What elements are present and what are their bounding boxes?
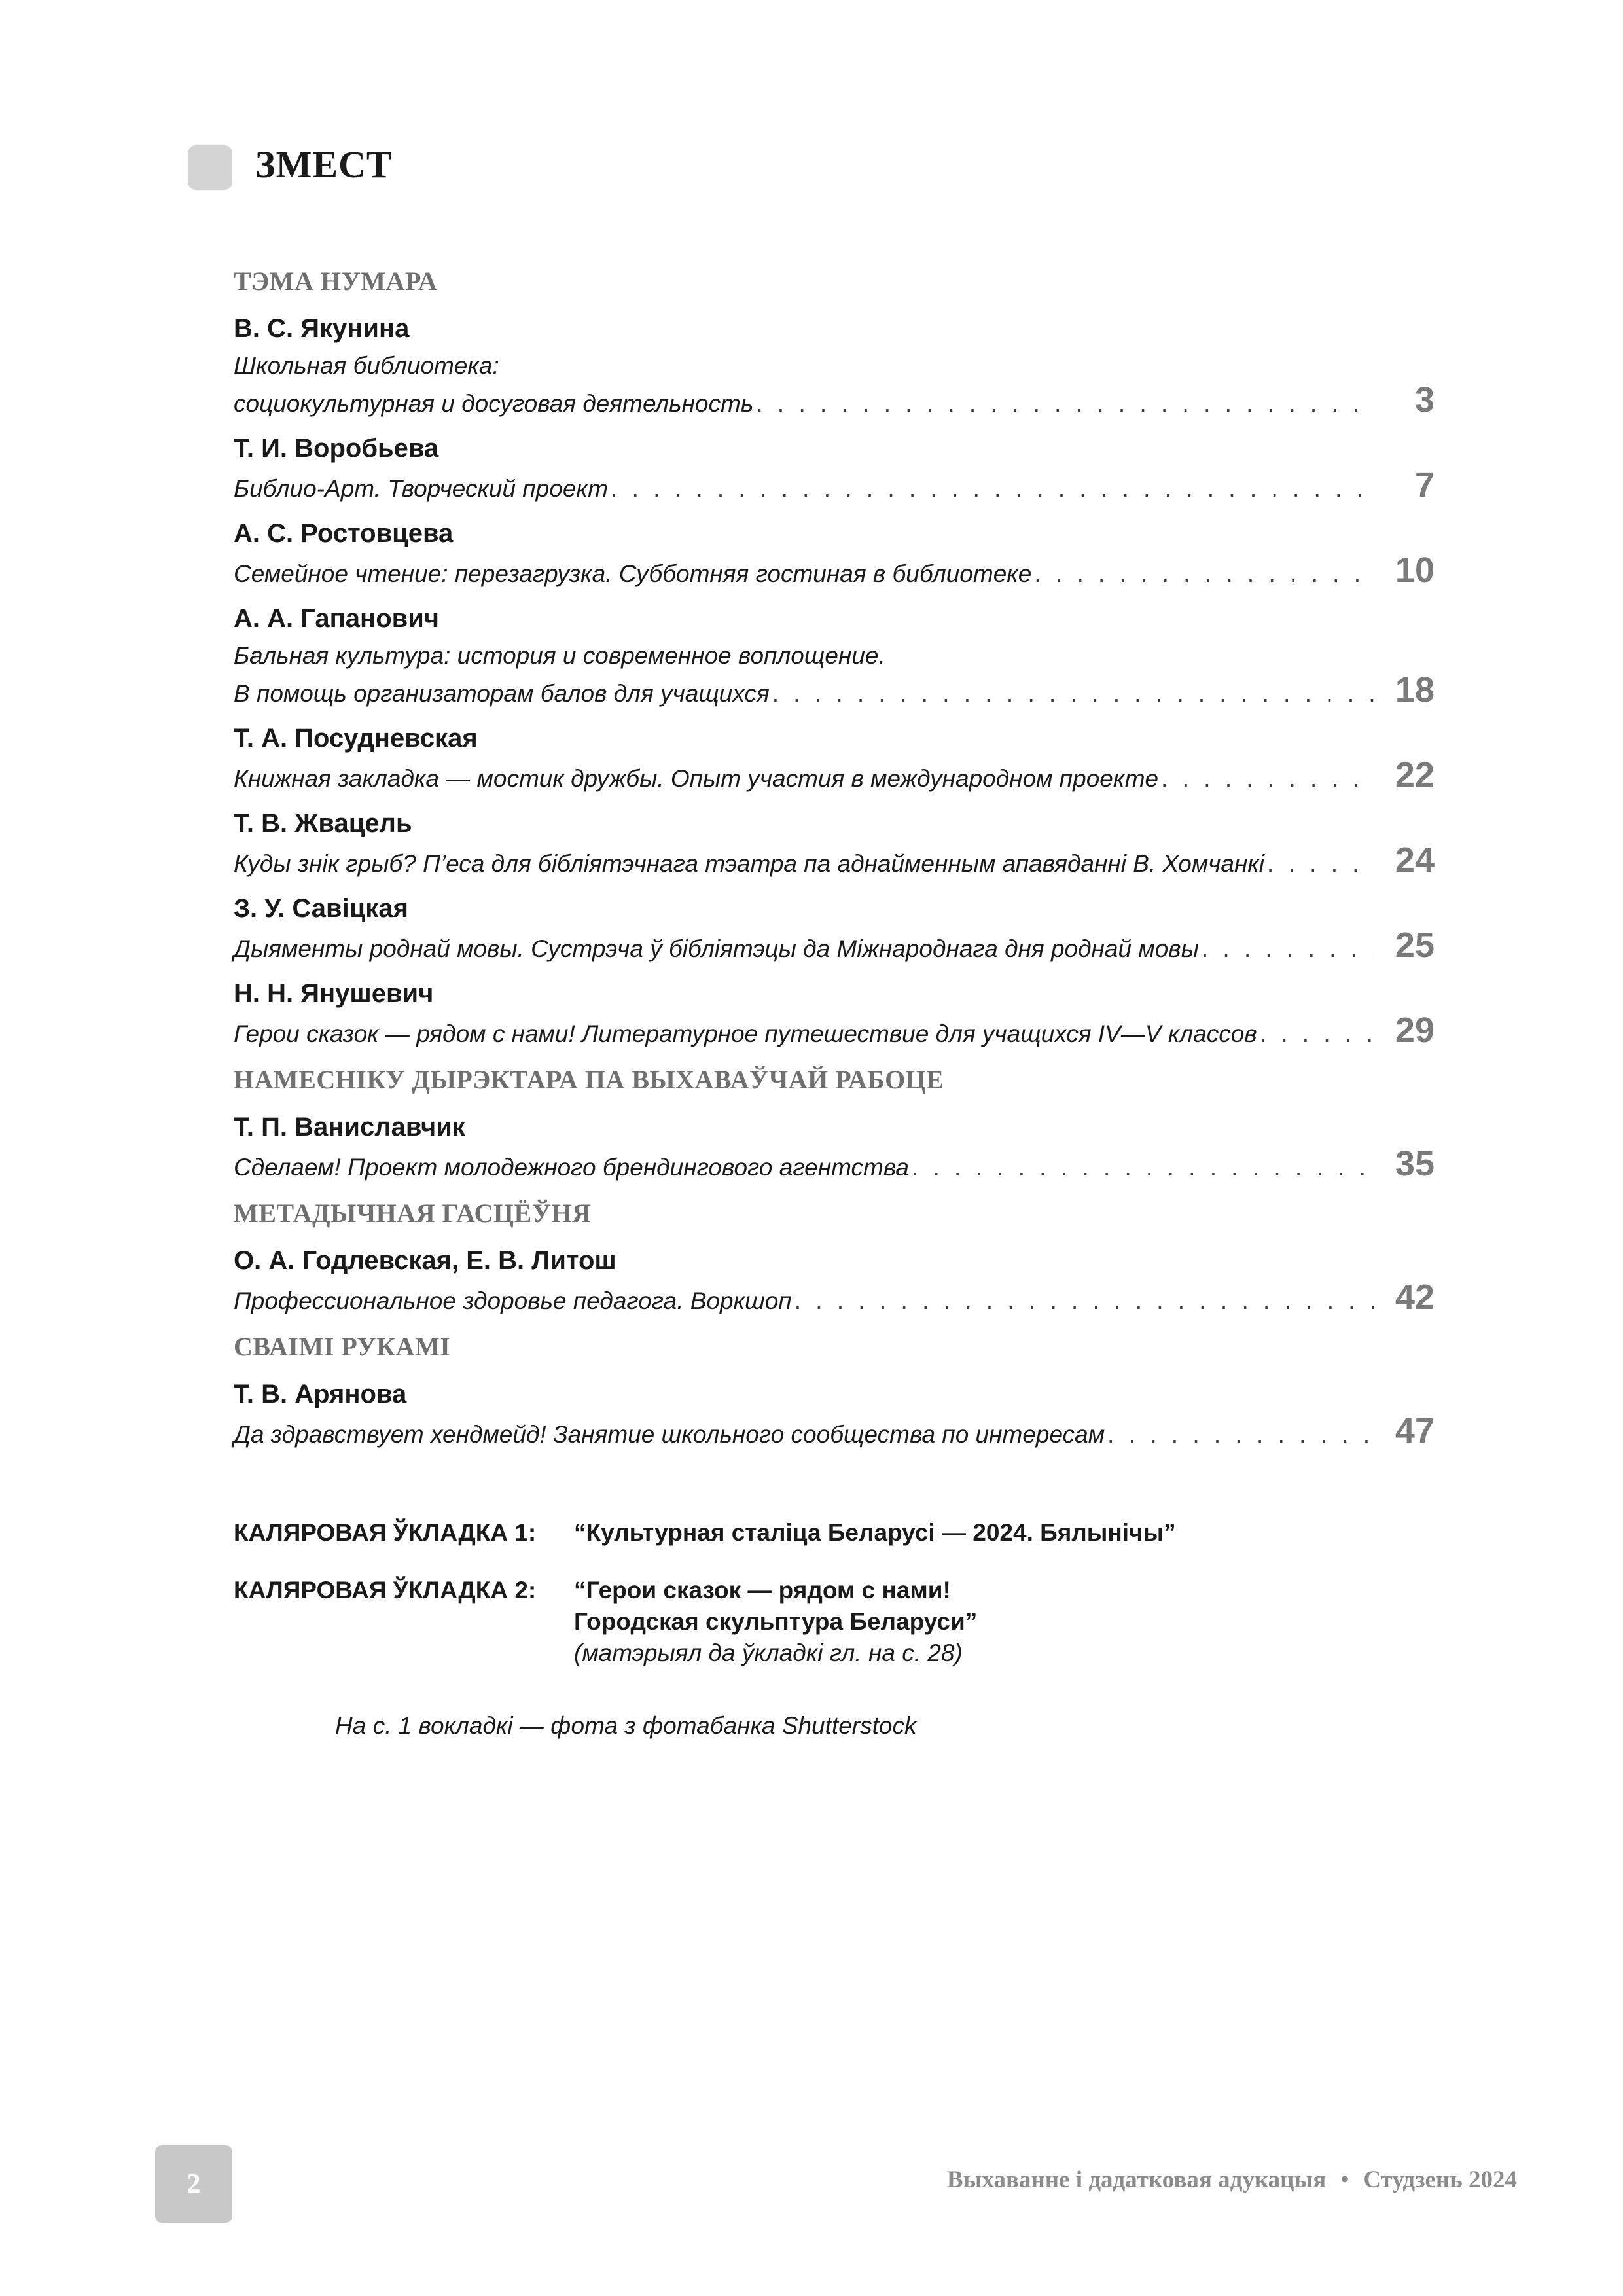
entry-title-text: Семейное чтение: перезагрузка. Субботняя гостиная в библиотеке xyxy=(234,560,1032,587)
entry-author: Т. В. Арянова xyxy=(234,1380,407,1408)
insert-body xyxy=(574,1517,1176,1549)
entry-title-line xyxy=(234,925,1435,966)
entry-title-text: Куды знік грыб? П’еса для бібліятэчнага тэатра па аднайменным апавяданні В. Хомчанкі xyxy=(234,850,1265,877)
section-heading: НАМЕСНІКУ ДЫРЭКТАРА ПА ВЫХАВАЎЧАЙ РАБОЦЕ xyxy=(234,1065,944,1094)
dot-leader xyxy=(611,471,1374,506)
entry-title-text: В помощь организаторам балов для учащихся xyxy=(234,680,770,707)
entry-author: Т. П. Ваниславчик xyxy=(234,1113,465,1141)
toc-entry xyxy=(234,309,1435,421)
journal-name: Выхаванне і дадатковая адукацыя xyxy=(946,2166,1327,2193)
toc-entry xyxy=(234,719,1435,796)
toc-entry xyxy=(234,1241,1435,1318)
entry-page-number: 47 xyxy=(1395,1411,1435,1450)
color-insert-item xyxy=(234,1517,1435,1549)
entry-page-number: 18 xyxy=(1395,670,1435,709)
entry-page-number: 22 xyxy=(1395,755,1435,795)
dot-leader xyxy=(772,676,1374,711)
toc-section xyxy=(234,1060,1435,1185)
toc-entry xyxy=(234,889,1435,966)
toc-entry xyxy=(234,599,1435,711)
toc-section xyxy=(234,1194,1435,1318)
entry-title-line xyxy=(234,670,1435,711)
insert-note: (матэрыял да ўкладкі гл. на с. 28) xyxy=(574,1640,963,1666)
entry-page-number: 35 xyxy=(1395,1144,1435,1183)
entry-author: Т. И. Воробьева xyxy=(234,434,439,463)
entry-page-number: 3 xyxy=(1414,380,1435,420)
entry-title-line xyxy=(234,550,1435,591)
entry-page-number: 25 xyxy=(1395,925,1435,965)
color-inserts xyxy=(234,1517,1435,1695)
insert-title-line: “Герои сказок — рядом с нами! xyxy=(574,1577,951,1604)
dot-leader xyxy=(1107,1417,1374,1452)
entry-author: Н. Н. Янушевич xyxy=(234,979,434,1008)
dot-leader xyxy=(1161,761,1374,796)
entry-title-text: Да здравствует хендмейд! Занятие школьного сообщества по интересам xyxy=(234,1421,1105,1448)
entry-title-text: Школьная библиотека: xyxy=(234,352,499,379)
entry-author: А. С. Ростовцева xyxy=(234,519,454,548)
entry-title-line xyxy=(234,1144,1435,1185)
entry-title-text: Герои сказок — рядом с нами! Литературное путешествие для учащихся IV—V классов xyxy=(234,1020,1257,1047)
dot-leader xyxy=(1034,556,1374,591)
entry-title-text: Книжная закладка — мостик дружбы. Опыт участия в международном проекте xyxy=(234,765,1159,792)
title-marker-square xyxy=(188,145,232,190)
entry-author: О. А. Годлевская, Е. В. Литош xyxy=(234,1246,616,1275)
entry-title-text: социокультурная и досуговая деятельность xyxy=(234,390,754,417)
entry-author: З. У. Савіцкая xyxy=(234,894,408,923)
entry-page-number: 29 xyxy=(1395,1011,1435,1050)
toc-entry xyxy=(234,1374,1435,1452)
dot-leader xyxy=(756,386,1374,421)
section-heading: МЕТАДЫЧНАЯ ГАСЦЁЎНЯ xyxy=(234,1198,592,1228)
entry-author: В. С. Якунина xyxy=(234,314,410,343)
entry-title-text: Сделаем! Проект молодежного брендингового агентства xyxy=(234,1154,909,1181)
running-footer xyxy=(947,2164,1517,2197)
entry-title-line xyxy=(234,465,1435,506)
dot-leader xyxy=(1202,931,1374,966)
entry-page-number: 42 xyxy=(1395,1278,1435,1317)
toc-section xyxy=(234,1327,1435,1452)
insert-label: КАЛЯРОВАЯ ЎКЛАДКА 2: xyxy=(234,1577,537,1604)
table-of-contents xyxy=(234,262,1435,1452)
entry-title-line xyxy=(234,840,1435,881)
entry-title-line xyxy=(234,638,1435,673)
entry-title-text: Дыяменты роднай мовы. Сустрэча ў бібліятэцы да Міжнароднага дня роднай мовы xyxy=(234,935,1199,962)
entry-author: Т. А. Посудневская xyxy=(234,724,478,753)
cover-photo-credit: На с. 1 вокладкі — фота з фотабанка Shutterstock xyxy=(335,1712,917,1739)
toc-entry xyxy=(234,974,1435,1051)
entry-title-line xyxy=(234,1280,1435,1318)
entry-page-number: 10 xyxy=(1395,550,1435,590)
entry-title-line xyxy=(234,348,1435,383)
toc-entry xyxy=(234,514,1435,591)
entry-title-line xyxy=(234,1411,1435,1452)
insert-label: КАЛЯРОВАЯ ЎКЛАДКА 1: xyxy=(234,1519,537,1546)
dot-leader xyxy=(1260,1016,1374,1051)
entry-title-line xyxy=(234,755,1435,796)
dot-leader xyxy=(1267,846,1374,881)
entry-title-text: Профессиональное здоровье педагога. Воркшоп xyxy=(234,1287,792,1314)
entry-page-number: 7 xyxy=(1414,465,1435,505)
toc-section xyxy=(234,262,1435,1051)
section-heading: ТЭМА НУМАРА xyxy=(234,266,438,296)
entry-title-line xyxy=(234,380,1435,421)
page-title: ЗМЕСТ xyxy=(255,143,393,186)
entry-author: А. А. Гапанович xyxy=(234,604,440,633)
footer-bullet: • xyxy=(1340,2166,1349,2193)
toc-entry xyxy=(234,804,1435,881)
dot-leader xyxy=(794,1283,1374,1318)
issue-date: Студзень 2024 xyxy=(1363,2166,1517,2193)
insert-title-line: Городская скульптура Беларуси” xyxy=(574,1608,978,1635)
entry-title-line xyxy=(234,1013,1435,1051)
entry-title-text: Бальная культура: история и современное воплощение. xyxy=(234,642,885,669)
section-heading: СВАІМІ РУКАМІ xyxy=(234,1332,451,1361)
entry-page-number: 24 xyxy=(1395,840,1435,880)
page-number-box xyxy=(155,2145,232,2223)
insert-title-line: “Культурная сталіца Беларусі — 2024. Бялынічы” xyxy=(574,1519,1176,1546)
color-insert-item xyxy=(234,1575,1435,1669)
toc-entry xyxy=(234,1107,1435,1185)
dot-leader xyxy=(912,1150,1374,1185)
entry-title-text: Библио-Арт. Творческий проект xyxy=(234,475,609,502)
page-number: 2 xyxy=(187,2169,201,2199)
toc-entry xyxy=(234,429,1435,506)
insert-body xyxy=(574,1575,977,1669)
entry-author: Т. В. Жвацель xyxy=(234,809,412,838)
